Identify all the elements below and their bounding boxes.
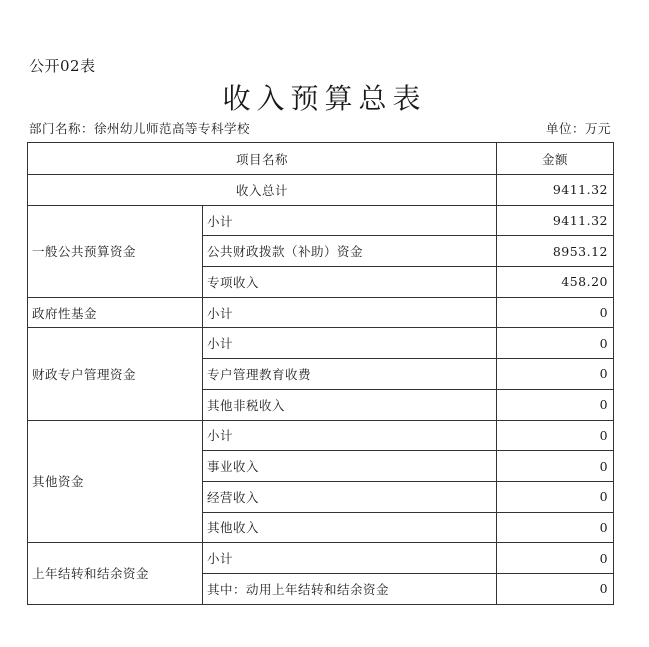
table-row (28, 205, 614, 236)
row-label: 小计 (203, 420, 497, 451)
row-label: 经营收入 (203, 481, 497, 512)
table-row (28, 543, 614, 574)
table-row (28, 420, 614, 451)
row-amount: 0 (497, 481, 614, 512)
category-other-funds: 其他资金 (28, 420, 203, 543)
row-amount: 0 (497, 328, 614, 359)
row-amount: 8953.12 (497, 236, 614, 267)
table-row (28, 297, 614, 328)
category-government-fund: 政府性基金 (28, 297, 203, 328)
income-budget-table (27, 142, 614, 605)
total-label: 收入总计 (28, 175, 497, 206)
row-amount: 0 (497, 543, 614, 574)
form-code: 公开02表 (29, 57, 96, 75)
row-label: 专户管理教育收费 (203, 359, 497, 390)
row-amount: 0 (497, 420, 614, 451)
category-carryover: 上年结转和结余资金 (28, 543, 203, 604)
row-label: 其他非税收入 (203, 389, 497, 420)
row-amount: 0 (497, 359, 614, 390)
category-general-budget: 一般公共预算资金 (28, 205, 203, 297)
row-amount: 458.20 (497, 267, 614, 298)
total-row (28, 175, 614, 206)
page-title: 收入预算总表 (222, 82, 427, 115)
row-label: 其他收入 (203, 512, 497, 543)
department-name: 部门名称：徐州幼儿师范高等专科学校 (29, 121, 251, 136)
row-amount: 9411.32 (497, 205, 614, 236)
row-amount: 0 (497, 389, 614, 420)
column-header-item: 项目名称 (28, 143, 497, 175)
row-label: 公共财政拨款（补助）资金 (203, 236, 497, 267)
row-label: 专项收入 (203, 267, 497, 298)
row-label: 其中：动用上年结转和结余资金 (203, 573, 497, 604)
row-label: 小计 (203, 297, 497, 328)
table-header-row (28, 143, 614, 175)
row-label: 小计 (203, 205, 497, 236)
row-amount: 0 (497, 573, 614, 604)
row-label: 小计 (203, 328, 497, 359)
row-amount: 0 (497, 297, 614, 328)
category-special-account: 财政专户管理资金 (28, 328, 203, 420)
row-label: 事业收入 (203, 451, 497, 482)
row-amount: 0 (497, 451, 614, 482)
column-header-amount: 金额 (497, 143, 614, 175)
unit-label: 单位：万元 (545, 121, 611, 136)
row-amount: 0 (497, 512, 614, 543)
total-amount: 9411.32 (497, 175, 614, 206)
row-label: 小计 (203, 543, 497, 574)
table-row (28, 328, 614, 359)
